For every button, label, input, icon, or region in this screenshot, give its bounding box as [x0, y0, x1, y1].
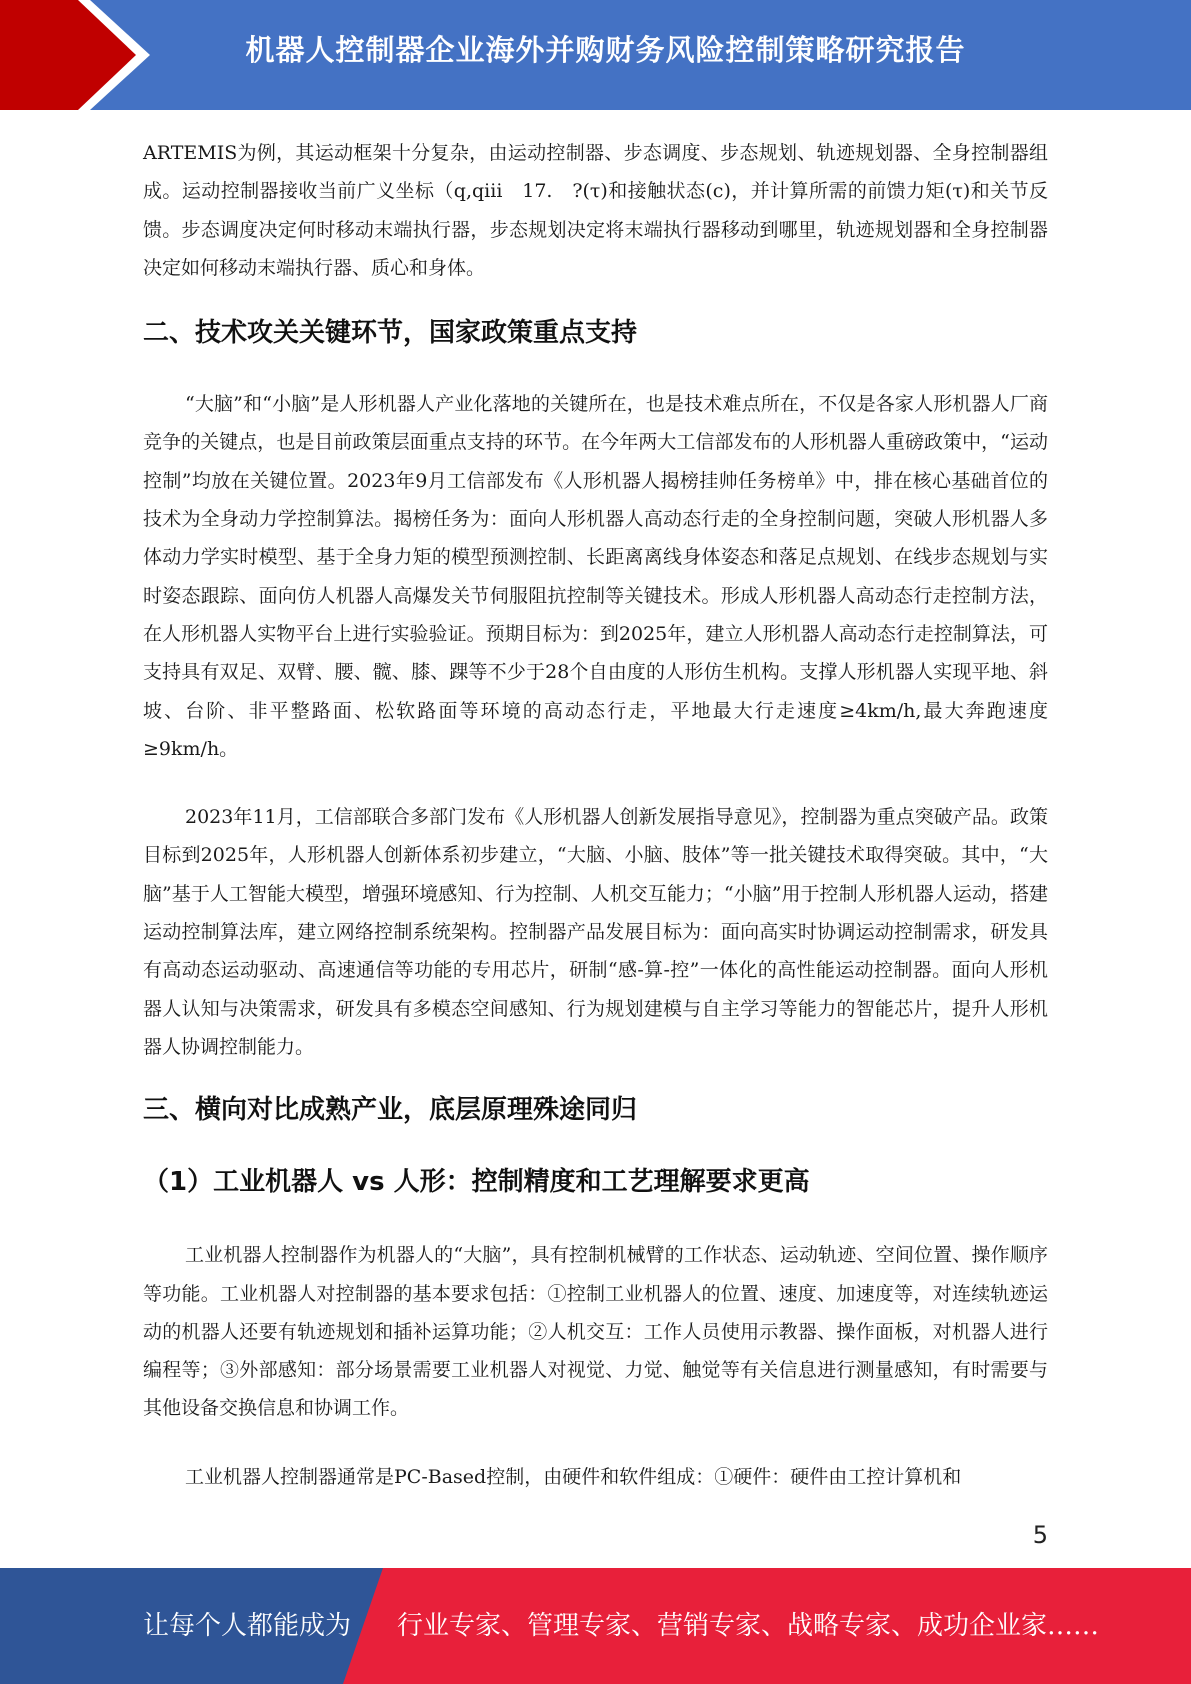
main-content	[143, 134, 1048, 1496]
footer-slogan-left: 让每个人都能成为	[143, 1611, 352, 1641]
paragraph-2: “大脑”和“小脑”是人形机器人产业化落地的关键所在，也是技术难点所在，不仅是各家人形机器人厂商竞争的关键点，也是目前政策层面重点支持的环节。在今年两大工信部发布的人形机器人重磅政策中，“运动控制”均放在关键位置。2023年9月工信部发布《人形机器人揭榜挂帅任务榜单》中，排在核心基础首位的技术为全身动力学控制算法。揭榜任务为：面向人形机器人高动态行走的全身控制问题，突破人形机器人多体动力学实时模型、基于全身力矩的模型预测控制、长距离离线身体姿态和落足点规划、在线步态规划与实时姿态跟踪、面向仿人机器人高爆发关节伺服阻抗控制等关键技术。形成人形机器人高动态行走控制方法，在人形机器人实物平台上进行实验验证。预期目标为：到2025年，建立人形机器人高动态行走控制算法，可支持具有双足、双臂、腰、髋、膝、踝等不少于28个自由度的人形仿生机构。支撑人形机器人实现平地、斜坡、台阶、非平整路面、松软路面等环境的高动态行走，平地最大行走速度≥4km/h,最大奔跑速度≥9km/h。	[143, 393, 1048, 760]
page-header	[0, 0, 1191, 110]
subsection-heading-1: （1）工业机器人 vs 人形：控制精度和工艺理解要求更高	[143, 1167, 810, 1198]
paragraph-4: 工业机器人控制器作为机器人的“大脑”，具有控制机械臂的工作状态、运动轨迹、空间位置、操作顺序等功能。工业机器人对控制器的基本要求包括：①控制工业机器人的位置、速度、加速度等，对连续轨迹运动的机器人还要有轨迹规划和插补运算功能；②人机交互：工作人员使用示教器、操作面板，对机器人进行编程等；③外部感知：部分场景需要工业机器人对视觉、力觉、触觉等有关信息进行测量感知，有时需要与其他设备交换信息和协调工作。	[143, 1244, 1048, 1420]
page-number: 5	[1032, 1521, 1048, 1549]
paragraph-1: ARTEMIS为例，其运动框架十分复杂，由运动控制器、步态调度、步态规划、轨迹规划器、全身控制器组成。运动控制器接收当前广义坐标（q,qiii 17. ?(τ)和接触状态(c)，并计算所需的前馈力矩(τ)和关节反馈。步态调度决定何时移动末端执行器，步态规划决定将末端执行器移动到哪里，轨迹规划器和全身控制器决定如何移动末端执行器、质心和身体。	[143, 142, 1048, 279]
paragraph-5: 工业机器人控制器通常是PC-Based控制，由硬件和软件组成：①硬件：硬件由工控计算机和	[185, 1465, 962, 1488]
page-footer	[0, 1568, 1191, 1684]
paragraph-3: 2023年11月，工信部联合多部门发布《人形机器人创新发展指导意见》，控制器为重点突破产品。政策目标到2025年，人形机器人创新体系初步建立，“大脑、小脑、肢体”等一批关键技术取得突破。其中，“大脑”基于人工智能大模型，增强环境感知、行为控制、人机交互能力；“小脑”用于控制人形机器人运动，搭建运动控制算法库，建立网络控制系统架构。控制器产品发展目标为：面向高实时协调运动控制需求，研发具有高动态运动驱动、高速通信等功能的专用芯片，研制“感-算-控”一体化的高性能运动控制器。面向人形机器人认知与决策需求，研发具有多模态空间感知、行为规划建模与自主学习等能力的智能芯片，提升人形机器人协调控制能力。	[143, 806, 1048, 1058]
footer-slogan-right: 行业专家、管理专家、营销专家、战略专家、成功企业家……	[397, 1611, 1100, 1641]
section-heading-2: 二、技术攻关关键环节，国家政策重点支持	[143, 318, 638, 349]
section-heading-3: 三、横向对比成熟产业，底层原理殊途同归	[143, 1095, 638, 1126]
header-title: 机器人控制器企业海外并购财务风险控制策略研究报告	[245, 33, 966, 67]
